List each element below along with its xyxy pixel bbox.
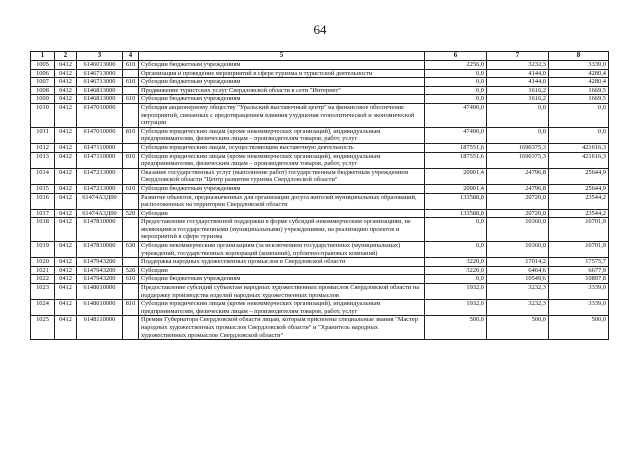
amount-year3-cell: 10701,9 [549, 242, 609, 258]
amount-year1-cell: 0,0 [425, 242, 487, 258]
section-code-cell: 0412 [55, 266, 77, 275]
amount-year3-cell: 421616,3 [549, 152, 609, 168]
table-row [31, 86, 609, 95]
amount-year3-cell: 23544,2 [549, 193, 609, 209]
expense-type-cell: 810 [123, 152, 139, 168]
row-number-cell: 1016 [31, 193, 55, 209]
target-article-cell: 6147943200 [77, 258, 123, 267]
amount-year2-cell: 20720,0 [487, 209, 549, 218]
page-number: 64 [313, 22, 327, 37]
amount-year3-cell: 25644,9 [549, 184, 609, 193]
amount-year3-cell: 3339,0 [549, 284, 609, 300]
amount-year2-cell: 17014,2 [487, 258, 549, 267]
section-code-cell: 0412 [55, 218, 77, 242]
row-number-cell: 1014 [31, 168, 55, 184]
amount-year2-cell: 1690375,3 [487, 152, 549, 168]
expense-type-cell: 610 [123, 184, 139, 193]
expense-type-cell [123, 284, 139, 300]
expense-type-cell: 610 [123, 78, 139, 87]
amount-year3-cell: 3339,0 [549, 300, 609, 316]
expense-type-cell: 610 [123, 275, 139, 284]
section-code-cell: 0412 [55, 103, 77, 127]
amount-year2-cell: 6464,6 [487, 266, 549, 275]
section-code-cell: 0412 [55, 95, 77, 104]
target-article-cell: 6146813000 [77, 95, 123, 104]
amount-year2-cell: 10549,6 [487, 275, 549, 284]
amount-year2-cell: 4144,0 [487, 69, 549, 78]
header-cell: 8 [549, 52, 609, 61]
target-article-cell: 6148010000 [77, 300, 123, 316]
amount-year3-cell: 17575,7 [549, 258, 609, 267]
item-name-cell: Продвижение туристских услуг Свердловской области в сети "Интернет" [139, 86, 425, 95]
amount-year2-cell: 3232,3 [487, 300, 549, 316]
row-number-cell: 1020 [31, 258, 55, 267]
amount-year2-cell: 1690375,3 [487, 143, 549, 152]
amount-year3-cell: 1669,5 [549, 95, 609, 104]
amount-year1-cell: 187551,6 [425, 152, 487, 168]
header-cell: 1 [31, 52, 55, 61]
table-row [31, 258, 609, 267]
section-code-cell: 0412 [55, 184, 77, 193]
expense-type-cell: 810 [123, 300, 139, 316]
expense-type-cell [123, 168, 139, 184]
section-code-cell: 0412 [55, 316, 77, 340]
target-article-cell: 6146713000 [77, 69, 123, 78]
amount-year3-cell: 500,0 [549, 316, 609, 340]
row-number-cell: 1012 [31, 143, 55, 152]
expense-type-cell: 810 [123, 127, 139, 143]
amount-year2-cell: 1616,2 [487, 95, 549, 104]
header-cell: 7 [487, 52, 549, 61]
table-row [31, 300, 609, 316]
amount-year1-cell: 3220,0 [425, 266, 487, 275]
amount-year2-cell: 10360,0 [487, 218, 549, 242]
amount-year1-cell: 187551,6 [425, 143, 487, 152]
row-number-cell: 1009 [31, 95, 55, 104]
amount-year1-cell: 2256,0 [425, 61, 487, 70]
row-number-cell: 1010 [31, 103, 55, 127]
amount-year1-cell: 0,0 [425, 69, 487, 78]
amount-year2-cell: 0,0 [487, 127, 549, 143]
target-article-cell: 6147213000 [77, 184, 123, 193]
item-name-cell: Субсидии [139, 266, 425, 275]
target-article-cell: 61474А3Д00 [77, 209, 123, 218]
row-number-cell: 1018 [31, 218, 55, 242]
amount-year2-cell: 500,0 [487, 316, 549, 340]
section-code-cell: 0412 [55, 209, 77, 218]
table-row [31, 218, 609, 242]
item-name-cell: Предоставление субсидий субъектам народных художественных промыслов Свердловской области на поддержку производства изделий народных художественных промыслов [139, 284, 425, 300]
item-name-cell: Субсидии бюджетным учреждениям [139, 95, 425, 104]
item-name-cell: Премии Губернатора Свердловской области лицам, которым присвоены специальные звания "Мастер народных художественных промыслов Свердловской области" и "Хранитель народных художественных промыслов Свердловской области" [139, 316, 425, 340]
target-article-cell: 6147010000 [77, 127, 123, 143]
budget-table [30, 51, 609, 340]
target-article-cell: 6146813000 [77, 86, 123, 95]
row-number-cell: 1017 [31, 209, 55, 218]
table-row [31, 209, 609, 218]
amount-year2-cell: 3232,3 [487, 61, 549, 70]
table-row [31, 184, 609, 193]
row-number-cell: 1008 [31, 86, 55, 95]
expense-type-cell [123, 258, 139, 267]
amount-year1-cell: 133588,8 [425, 209, 487, 218]
row-number-cell: 1015 [31, 184, 55, 193]
item-name-cell: Предоставление государственной поддержки в форме субсидий некоммерческим организациям, не являющимся государственными (муниципальными) учреждениями, на реализацию проектов и мероприятий в сфере туризма [139, 218, 425, 242]
table-row [31, 316, 609, 340]
amount-year1-cell: 1932,0 [425, 300, 487, 316]
target-article-cell: 6147110000 [77, 143, 123, 152]
row-number-cell: 1005 [31, 61, 55, 70]
section-code-cell: 0412 [55, 168, 77, 184]
item-name-cell: Субсидия акционерному обществу "Уральский выставочный центр" на финансовое обеспечение мероприятий, связанных с предотвращением влияния ухудшения геополитической и экономической ситуации [139, 103, 425, 127]
amount-year1-cell: 0,0 [425, 95, 487, 104]
expense-type-cell [123, 218, 139, 242]
target-article-cell: 6146713000 [77, 78, 123, 87]
amount-year1-cell: 0,0 [425, 275, 487, 284]
section-code-cell: 0412 [55, 69, 77, 78]
amount-year1-cell: 0,0 [425, 86, 487, 95]
item-name-cell: Субсидии юридическим лицам (кроме некоммерческих организаций), индивидуальным предпринимателям, физическим лицам – производителям товаров, работ, услуг [139, 300, 425, 316]
item-name-cell: Развитие объектов, предназначенных для организации досуга жителей муниципальных образований, расположенных на территории Свердловской области [139, 193, 425, 209]
item-name-cell: Субсидии бюджетным учреждениям [139, 78, 425, 87]
amount-year3-cell: 4280,4 [549, 69, 609, 78]
amount-year2-cell: 0,0 [487, 103, 549, 127]
header-cell: 3 [77, 52, 123, 61]
item-name-cell: Субсидии бюджетным учреждениям [139, 184, 425, 193]
table-row [31, 103, 609, 127]
target-article-cell: 6148110000 [77, 316, 123, 340]
section-code-cell: 0412 [55, 61, 77, 70]
section-code-cell: 0412 [55, 152, 77, 168]
amount-year1-cell: 0,0 [425, 218, 487, 242]
row-number-cell: 1007 [31, 78, 55, 87]
header-cell: 4 [123, 52, 139, 61]
expense-type-cell [123, 316, 139, 340]
section-code-cell: 0412 [55, 86, 77, 95]
item-name-cell: Субсидии юридическим лицам (кроме некоммерческих организаций), индивидуальным предпринимателям, физическим лицам – производителям товаров, работ, услуг [139, 127, 425, 143]
item-name-cell: Субсидии юридическим лицам, осуществляющим выставочную деятельность [139, 143, 425, 152]
section-code-cell: 0412 [55, 284, 77, 300]
section-code-cell: 0412 [55, 127, 77, 143]
target-article-cell: 6147213000 [77, 168, 123, 184]
amount-year3-cell: 421616,3 [549, 143, 609, 152]
row-number-cell: 1022 [31, 275, 55, 284]
amount-year1-cell: 0,0 [425, 78, 487, 87]
section-code-cell: 0412 [55, 193, 77, 209]
expense-type-cell [123, 193, 139, 209]
item-name-cell: Субсидии бюджетным учреждениям [139, 61, 425, 70]
amount-year3-cell: 0,0 [549, 127, 609, 143]
target-article-cell: 6147810000 [77, 242, 123, 258]
amount-year3-cell: 4280,4 [549, 78, 609, 87]
row-number-cell: 1024 [31, 300, 55, 316]
expense-type-cell: 610 [123, 95, 139, 104]
amount-year3-cell: 0,0 [549, 103, 609, 127]
target-article-cell: 6147010000 [77, 103, 123, 127]
amount-year1-cell: 1932,0 [425, 284, 487, 300]
target-article-cell: 6147810000 [77, 218, 123, 242]
row-number-cell: 1006 [31, 69, 55, 78]
table-row [31, 275, 609, 284]
amount-year2-cell: 10360,0 [487, 242, 549, 258]
row-number-cell: 1025 [31, 316, 55, 340]
target-article-cell: 6146013000 [77, 61, 123, 70]
target-article-cell: 61474А3Д00 [77, 193, 123, 209]
row-number-cell: 1011 [31, 127, 55, 143]
row-number-cell: 1021 [31, 266, 55, 275]
item-name-cell: Поддержка народных художественных промыслов в Свердловской области [139, 258, 425, 267]
amount-year2-cell: 4144,0 [487, 78, 549, 87]
item-name-cell: Оказание государственных услуг (выполнение работ) государственным бюджетным учреждением Свердловской области "Центр развития туризма Свердловской области" [139, 168, 425, 184]
section-code-cell: 0412 [55, 242, 77, 258]
table-row [31, 284, 609, 300]
amount-year2-cell: 20720,0 [487, 193, 549, 209]
target-article-cell: 6147943200 [77, 275, 123, 284]
section-code-cell: 0412 [55, 143, 77, 152]
table-row [31, 69, 609, 78]
amount-year3-cell: 10897,8 [549, 275, 609, 284]
amount-year3-cell: 25644,9 [549, 168, 609, 184]
amount-year2-cell: 24796,8 [487, 168, 549, 184]
expense-type-cell: 630 [123, 242, 139, 258]
section-code-cell: 0412 [55, 258, 77, 267]
section-code-cell: 0412 [55, 300, 77, 316]
amount-year2-cell: 3232,3 [487, 284, 549, 300]
header-cell: 2 [55, 52, 77, 61]
amount-year1-cell: 3220,0 [425, 258, 487, 267]
amount-year3-cell: 3339,0 [549, 61, 609, 70]
table-row [31, 95, 609, 104]
expense-type-cell: 520 [123, 266, 139, 275]
amount-year3-cell: 6677,9 [549, 266, 609, 275]
amount-year1-cell: 47490,0 [425, 127, 487, 143]
table-row [31, 242, 609, 258]
amount-year3-cell: 1669,5 [549, 86, 609, 95]
target-article-cell: 6148010000 [77, 284, 123, 300]
expense-type-cell: 520 [123, 209, 139, 218]
item-name-cell: Субсидии юридическим лицам (кроме некоммерческих организаций), индивидуальным предпринимателям, физическим лицам – производителям товаров, работ, услуг [139, 152, 425, 168]
expense-type-cell [123, 86, 139, 95]
amount-year1-cell: 500,0 [425, 316, 487, 340]
table-row [31, 143, 609, 152]
table-row [31, 152, 609, 168]
amount-year3-cell: 23544,2 [549, 209, 609, 218]
table-body [31, 61, 609, 340]
amount-year2-cell: 24796,8 [487, 184, 549, 193]
expense-type-cell [123, 69, 139, 78]
item-name-cell: Субсидии некоммерческим организациям (за исключением государственных (муниципальных) учреждений, государственных корпораций (компаний), публично-правовых компаний) [139, 242, 425, 258]
item-name-cell: Субсидии бюджетным учреждениям [139, 275, 425, 284]
table-row [31, 61, 609, 70]
amount-year1-cell: 47490,0 [425, 103, 487, 127]
table-row [31, 193, 609, 209]
section-code-cell: 0412 [55, 275, 77, 284]
row-number-cell: 1013 [31, 152, 55, 168]
table-row [31, 266, 609, 275]
target-article-cell: 6147110000 [77, 152, 123, 168]
header-row [31, 52, 609, 61]
table-row [31, 78, 609, 87]
amount-year2-cell: 1616,2 [487, 86, 549, 95]
expense-type-cell [123, 143, 139, 152]
header-cell: 6 [425, 52, 487, 61]
item-name-cell: Субсидии [139, 209, 425, 218]
table-row [31, 127, 609, 143]
header-cell: 5 [139, 52, 425, 61]
amount-year3-cell: 10701,9 [549, 218, 609, 242]
item-name-cell: Организация и проведение мероприятий в сфере туризма и туристской деятельности [139, 69, 425, 78]
section-code-cell: 0412 [55, 78, 77, 87]
row-number-cell: 1019 [31, 242, 55, 258]
expense-type-cell [123, 103, 139, 127]
amount-year1-cell: 133588,8 [425, 193, 487, 209]
table-row [31, 168, 609, 184]
expense-type-cell: 610 [123, 61, 139, 70]
amount-year1-cell: 20901,4 [425, 168, 487, 184]
amount-year1-cell: 20901,4 [425, 184, 487, 193]
row-number-cell: 1023 [31, 284, 55, 300]
target-article-cell: 6147943200 [77, 266, 123, 275]
